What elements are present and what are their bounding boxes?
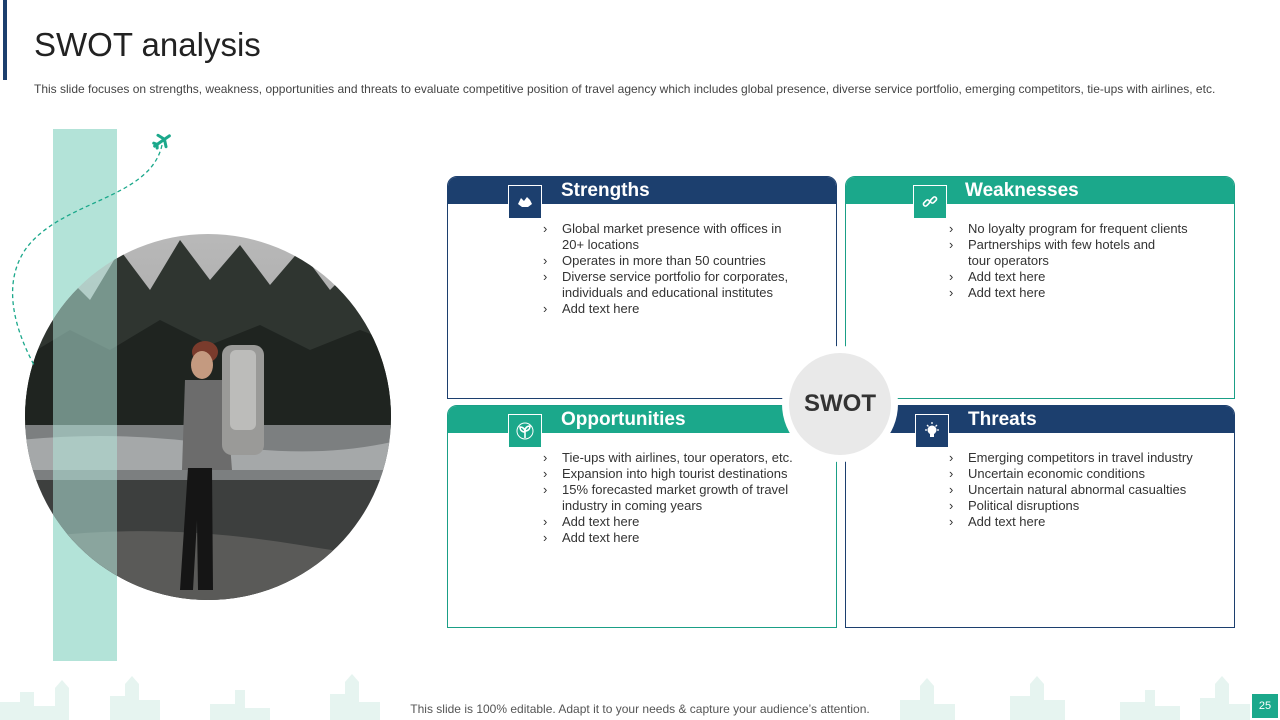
lightbulb-icon [915,414,949,448]
threats-box [845,405,1235,628]
list-item: › Diverse service portfolio for corporates, individuals and educational institutes [542,269,802,301]
swot-center-circle [782,346,898,462]
broken-link-icon [913,185,947,219]
weaknesses-box [845,176,1235,399]
list-item: › Partnerships with few hotels and tour operators [948,237,1163,269]
list-item: › Add text here [542,301,802,317]
threats-title: Threats [968,409,1037,430]
strengths-list [542,221,802,317]
threats-list [948,450,1228,530]
opportunities-title: Opportunities [561,409,686,430]
weaknesses-list [948,221,1218,301]
list-item: › Add text here [948,269,1218,285]
list-item: › No loyalty program for frequent clients [948,221,1218,237]
list-item: › Operates in more than 50 countries [542,253,802,269]
title-accent-bar [3,0,7,80]
growth-plant-icon [508,414,542,448]
list-item: › Emerging competitors in travel industry [948,450,1228,466]
slide-title: SWOT analysis [34,26,261,63]
opportunities-box [447,405,837,628]
swot-center-label: SWOT [789,353,891,455]
footer-note: This slide is 100% editable. Adapt it to your needs & capture your audience’s attention. [410,702,870,716]
list-item: › Political disruptions [948,498,1228,514]
page-number: 25 [1252,694,1278,718]
weaknesses-title: Weaknesses [965,180,1079,201]
list-item: › Global market presence with offices in 20+ locations [542,221,802,253]
threats-header [846,406,1234,433]
list-item: › Add text here [542,530,807,546]
list-item: › Uncertain natural abnormal casualties [948,482,1228,498]
strengths-title: Strengths [561,180,650,201]
list-item: › 15% forecasted market growth of travel industry in coming years [542,482,807,514]
opportunities-list [542,450,807,546]
muscle-icon [508,185,542,219]
list-item: › Add text here [542,514,807,530]
slide-subtitle: This slide focuses on strengths, weakness, opportunities and threats to evaluate competitive position of travel agency which includes global presence, diverse service portfolio, emerging competitors, tie-ups with airlines, etc. [34,82,1216,96]
list-item: › Tie-ups with airlines, tour operators, etc. [542,450,807,466]
list-item: › Expansion into high tourist destinations [542,466,807,482]
strengths-box [447,176,837,399]
list-item: › Add text here [948,285,1218,301]
airplane-icon [151,130,174,152]
list-item: › Add text here [948,514,1228,530]
traveler-photo [0,120,420,620]
list-item: › Uncertain economic conditions [948,466,1228,482]
